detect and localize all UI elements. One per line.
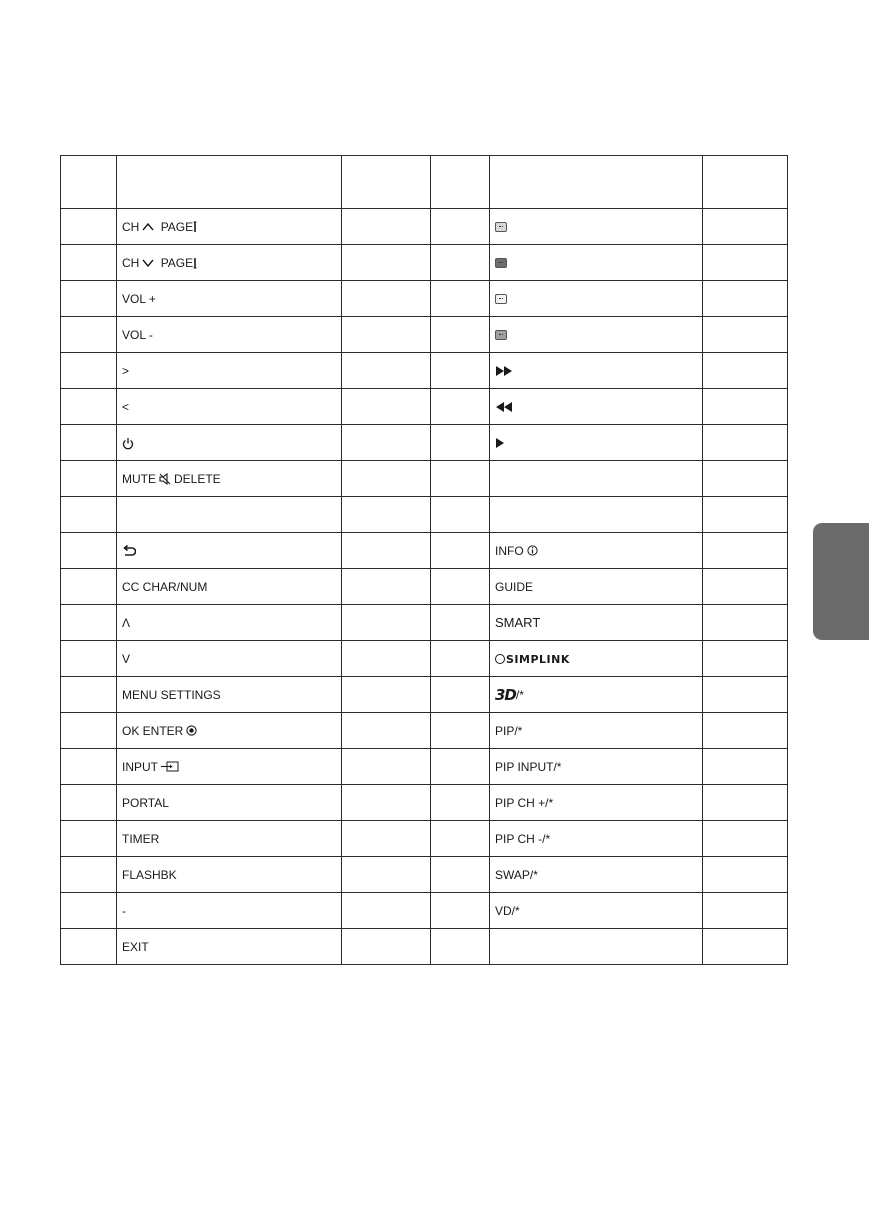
key-cell <box>490 317 703 353</box>
table-row <box>61 569 788 605</box>
key-cell <box>117 461 342 497</box>
key-label: INFO <box>495 543 524 558</box>
table-row <box>61 821 788 857</box>
table-row <box>61 533 788 569</box>
code-cell <box>431 209 490 245</box>
table-row <box>61 497 788 533</box>
code-cell <box>61 317 117 353</box>
key-cell <box>117 677 342 713</box>
code-cell <box>431 497 490 533</box>
code-cell <box>703 497 788 533</box>
power-icon <box>122 437 134 450</box>
code-cell <box>431 317 490 353</box>
code-cell <box>703 317 788 353</box>
code-cell <box>342 857 431 893</box>
code-cell <box>703 605 788 641</box>
key-cell <box>117 857 342 893</box>
key-cell <box>117 353 342 389</box>
key-label: VOL + <box>122 291 156 306</box>
code-cell <box>61 713 117 749</box>
table-row <box>61 209 788 245</box>
play-icon <box>495 437 505 449</box>
key-cell <box>117 929 342 965</box>
code-cell <box>342 317 431 353</box>
table-row <box>61 461 788 497</box>
header-cell <box>703 156 788 209</box>
code-cell <box>431 857 490 893</box>
code-cell <box>61 785 117 821</box>
info-circle-icon <box>527 545 538 556</box>
code-cell <box>703 281 788 317</box>
table-row <box>61 389 788 425</box>
code-cell <box>342 533 431 569</box>
key-suffix: /* <box>515 687 524 702</box>
key-label: CH <box>122 219 140 234</box>
code-cell <box>61 857 117 893</box>
chevron-up-icon <box>142 222 154 232</box>
key-cell <box>490 461 703 497</box>
code-cell <box>342 389 431 425</box>
simplink-logo-text: SIMPLINK <box>506 652 570 666</box>
code-cell <box>431 605 490 641</box>
code-cell <box>431 821 490 857</box>
table-row <box>61 929 788 965</box>
code-cell <box>61 749 117 785</box>
header-cell <box>431 156 490 209</box>
key-suffix: PAGE <box>160 255 194 270</box>
code-cell <box>61 929 117 965</box>
table-row <box>61 749 788 785</box>
header-cell <box>61 156 117 209</box>
code-cell <box>431 713 490 749</box>
code-cell <box>61 821 117 857</box>
code-cell <box>61 641 117 677</box>
key-label: VD/* <box>495 903 520 918</box>
code-cell <box>431 389 490 425</box>
key-cell <box>490 821 703 857</box>
color-key-dark-icon <box>495 258 507 268</box>
remote-key-table <box>60 155 788 965</box>
code-cell <box>431 569 490 605</box>
key-cell <box>117 533 342 569</box>
code-cell <box>342 929 431 965</box>
code-cell <box>703 353 788 389</box>
code-cell <box>703 461 788 497</box>
code-cell <box>703 389 788 425</box>
key-label: > <box>122 363 130 378</box>
key-cell <box>117 821 342 857</box>
key-label: PORTAL <box>122 795 169 810</box>
code-cell <box>61 569 117 605</box>
code-cell <box>703 821 788 857</box>
code-cell <box>703 533 788 569</box>
key-cell <box>117 641 342 677</box>
key-label: CC CHAR/NUM <box>122 579 208 594</box>
code-cell <box>703 425 788 461</box>
key-cell <box>117 497 342 533</box>
code-cell <box>342 425 431 461</box>
simplink-logo-icon <box>495 653 570 666</box>
key-label: MENU SETTINGS <box>122 687 221 702</box>
code-cell <box>61 425 117 461</box>
color-key-light-icon <box>495 222 507 232</box>
code-cell <box>61 461 117 497</box>
key-label: PIP INPUT/* <box>495 759 562 774</box>
key-cell <box>490 353 703 389</box>
key-cell <box>117 785 342 821</box>
key-label: EXIT <box>122 939 149 954</box>
code-cell <box>61 893 117 929</box>
mute-speaker-icon <box>159 473 171 485</box>
key-label: GUIDE <box>495 579 534 594</box>
key-cell <box>490 857 703 893</box>
code-cell <box>703 857 788 893</box>
key-cell <box>117 893 342 929</box>
code-cell <box>61 677 117 713</box>
key-cell <box>117 317 342 353</box>
table-row <box>61 281 788 317</box>
code-cell <box>431 533 490 569</box>
code-cell <box>703 209 788 245</box>
code-cell <box>703 641 788 677</box>
code-cell <box>431 785 490 821</box>
fast-forward-icon <box>495 365 513 377</box>
table-row <box>61 677 788 713</box>
code-cell <box>342 785 431 821</box>
3d-logo-icon: 3D <box>495 685 516 704</box>
code-cell <box>703 893 788 929</box>
key-cell <box>490 497 703 533</box>
code-cell <box>342 821 431 857</box>
code-cell <box>703 569 788 605</box>
table-row <box>61 713 788 749</box>
code-cell <box>431 893 490 929</box>
color-key-white-icon <box>495 294 507 304</box>
code-cell <box>61 389 117 425</box>
code-cell <box>703 677 788 713</box>
key-cell <box>117 713 342 749</box>
code-cell <box>342 461 431 497</box>
key-label: PIP CH +/* <box>495 795 554 810</box>
table-row <box>61 353 788 389</box>
table-row <box>61 245 788 281</box>
key-cell <box>117 281 342 317</box>
code-cell <box>342 641 431 677</box>
key-cell <box>490 713 703 749</box>
code-cell <box>61 605 117 641</box>
code-cell <box>431 425 490 461</box>
key-cell <box>490 425 703 461</box>
page-bar-icon <box>193 221 197 233</box>
key-cell <box>117 749 342 785</box>
key-label: CH <box>122 255 140 270</box>
key-label: PIP/* <box>495 723 523 738</box>
key-cell <box>490 569 703 605</box>
key-label: SMART <box>495 615 541 631</box>
code-cell <box>431 353 490 389</box>
key-cell <box>490 785 703 821</box>
table-row <box>61 785 788 821</box>
code-cell <box>342 893 431 929</box>
key-cell <box>490 641 703 677</box>
input-arrow-icon <box>161 761 179 772</box>
key-cell <box>490 389 703 425</box>
key-cell <box>490 929 703 965</box>
key-cell <box>490 533 703 569</box>
chevron-down-icon <box>142 258 154 268</box>
page-bar-icon <box>193 257 197 269</box>
key-cell <box>490 281 703 317</box>
code-cell <box>431 677 490 713</box>
color-key-mid-icon <box>495 330 507 340</box>
code-cell <box>703 749 788 785</box>
code-cell <box>703 785 788 821</box>
code-cell <box>342 281 431 317</box>
code-cell <box>61 497 117 533</box>
code-cell <box>703 713 788 749</box>
code-cell <box>342 677 431 713</box>
rewind-icon <box>495 401 513 413</box>
key-cell <box>117 605 342 641</box>
code-cell <box>431 281 490 317</box>
code-cell <box>61 353 117 389</box>
key-label: INPUT <box>122 759 158 774</box>
code-cell <box>431 749 490 785</box>
ok-dot-icon <box>186 725 197 736</box>
key-cell <box>490 245 703 281</box>
code-cell <box>431 245 490 281</box>
code-cell <box>431 929 490 965</box>
code-cell <box>431 641 490 677</box>
key-label: - <box>122 903 126 918</box>
key-cell <box>117 569 342 605</box>
code-cell <box>703 929 788 965</box>
key-label: < <box>122 399 130 414</box>
code-cell <box>431 461 490 497</box>
back-arrow-icon <box>122 545 136 557</box>
key-label: OK ENTER <box>122 723 184 738</box>
table-row <box>61 317 788 353</box>
key-cell <box>117 209 342 245</box>
table-row <box>61 857 788 893</box>
code-cell <box>703 245 788 281</box>
code-cell <box>342 569 431 605</box>
header-cell <box>490 156 703 209</box>
table-row <box>61 893 788 929</box>
key-cell <box>490 605 703 641</box>
code-cell <box>61 245 117 281</box>
table-row <box>61 425 788 461</box>
key-cell <box>117 389 342 425</box>
code-cell <box>342 713 431 749</box>
key-label: MUTE <box>122 471 156 486</box>
key-suffix: PAGE <box>160 219 194 234</box>
code-cell <box>61 533 117 569</box>
table-row <box>61 605 788 641</box>
key-cell <box>490 749 703 785</box>
code-cell <box>61 281 117 317</box>
table-header-row <box>61 156 788 209</box>
key-label: VOL - <box>122 327 153 342</box>
key-cell <box>490 677 703 713</box>
key-label: TIMER <box>122 831 160 846</box>
key-label: FLASHBK <box>122 867 177 882</box>
code-cell <box>342 353 431 389</box>
key-label: V <box>122 651 131 666</box>
key-cell <box>490 209 703 245</box>
key-suffix: DELETE <box>174 471 221 486</box>
code-cell <box>342 209 431 245</box>
key-cell <box>490 893 703 929</box>
language-side-tab <box>813 523 869 640</box>
code-cell <box>342 497 431 533</box>
code-cell <box>342 749 431 785</box>
key-label: PIP CH -/* <box>495 831 551 846</box>
key-cell <box>117 245 342 281</box>
code-cell <box>61 209 117 245</box>
table-row <box>61 641 788 677</box>
key-label: Λ <box>122 615 131 630</box>
header-cell <box>117 156 342 209</box>
key-cell <box>117 425 342 461</box>
code-cell <box>342 245 431 281</box>
key-label: SWAP/* <box>495 867 538 882</box>
code-cell <box>342 605 431 641</box>
header-cell <box>342 156 431 209</box>
